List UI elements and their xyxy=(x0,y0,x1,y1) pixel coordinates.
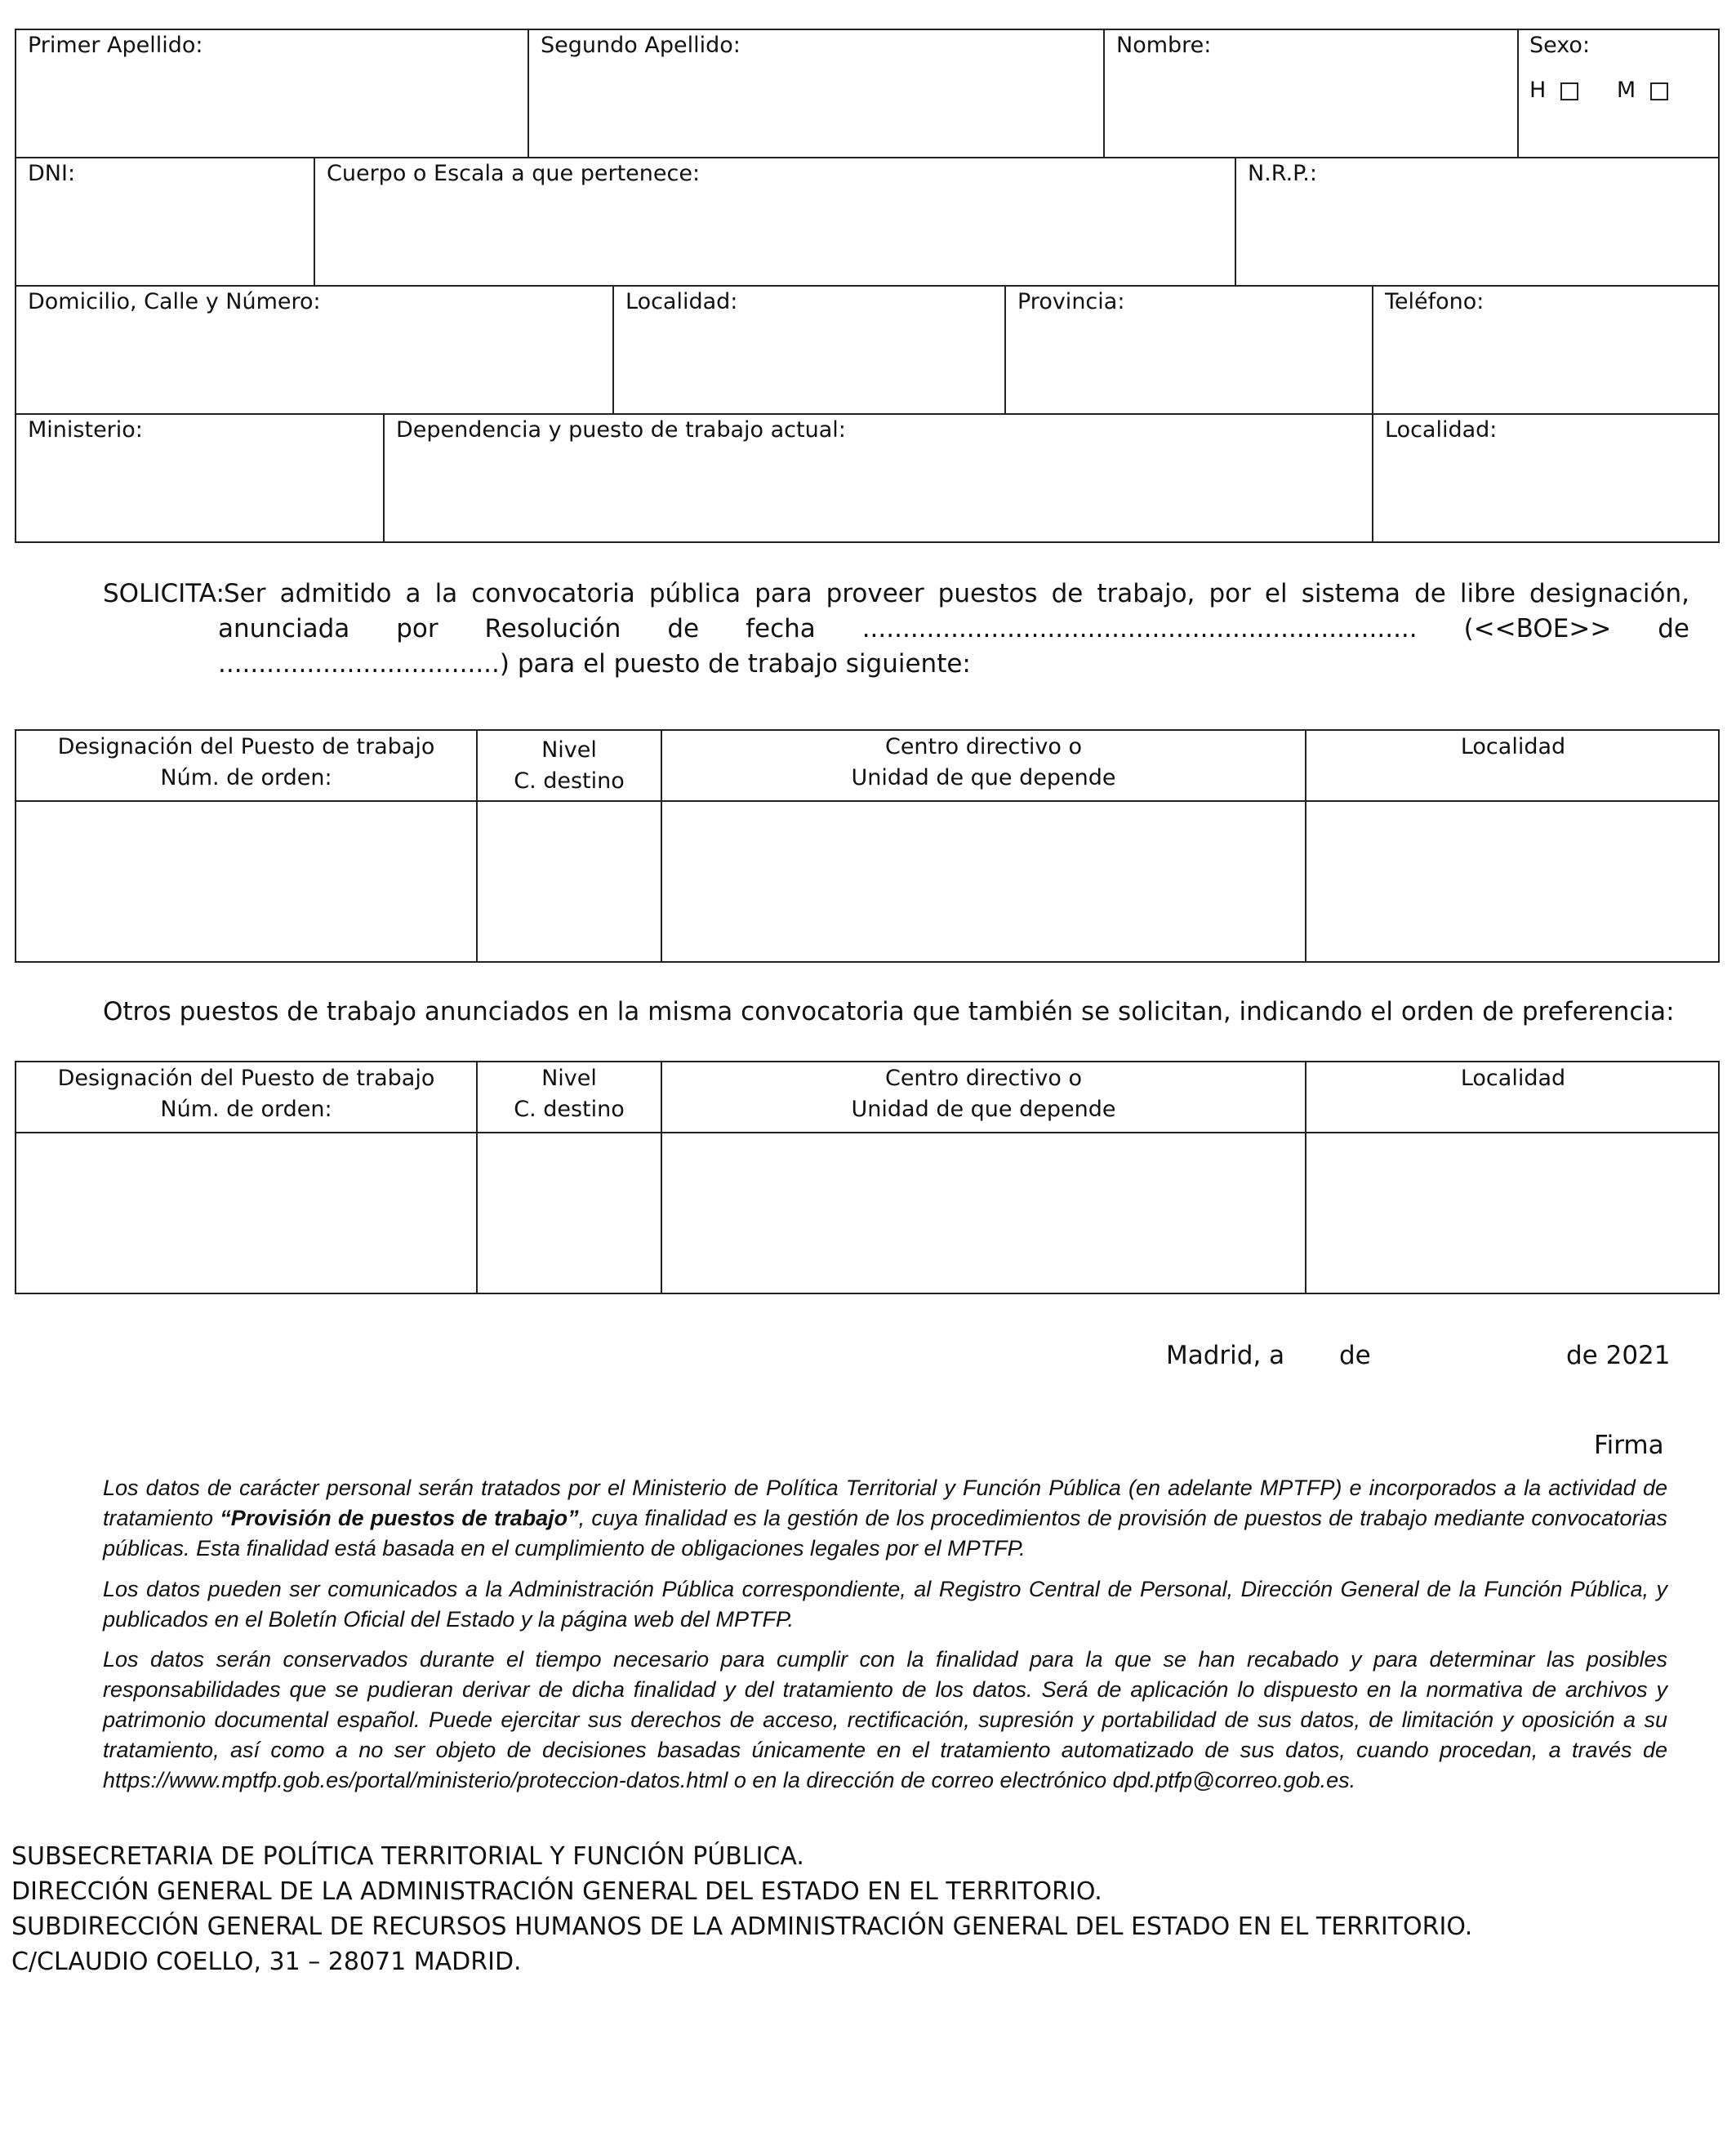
field-dni[interactable]: DNI: xyxy=(28,161,76,186)
col-header-centro: Centro directivo o Unidad de que depende xyxy=(851,734,1116,790)
field-nombre[interactable]: Nombre: xyxy=(1116,33,1212,58)
col-header-nivel: Nivel C. destino xyxy=(514,737,625,794)
table-cell-localidad[interactable] xyxy=(1306,802,1720,962)
col-header-localidad: Localidad xyxy=(1460,1066,1566,1091)
col-header-designacion: Designación del Puesto de trabajo Núm. de orden: xyxy=(57,1066,435,1122)
solicita-label: SOLICITA: xyxy=(103,579,225,608)
field-provincia[interactable]: Provincia: xyxy=(1017,289,1125,314)
fecha-de-mes: de xyxy=(1339,1341,1371,1370)
field-sexo: Sexo: xyxy=(1529,33,1591,58)
field-dependencia[interactable]: Dependencia y puesto de trabajo actual: xyxy=(396,417,846,443)
fecha-de-anio: de 2021 xyxy=(1566,1341,1671,1370)
sexo-options xyxy=(1529,78,1668,103)
sexo-m-label: M xyxy=(1616,78,1636,103)
legal-text: Los datos de carácter personal serán tratados por el Ministerio de Política Territorial y Función Pública (en adelante MPTFP) e incorporados a la actividad de tratamiento xyxy=(103,1476,1667,1530)
field-ministerio[interactable]: Ministerio: xyxy=(28,417,143,443)
firma-label: Firma xyxy=(1594,1431,1664,1460)
field-telefono[interactable]: Teléfono: xyxy=(1385,289,1485,314)
legal-paragraph-2: Los datos pueden ser comunicados a la Administración Pública correspondiente, al Registro Central de Personal, Dirección General de la Función Pública, y publicados en el Boletín Oficial del Estado y la página web del MPTFP. xyxy=(103,1577,1667,1632)
grid-col-divider xyxy=(1235,157,1236,285)
grid-col-divider xyxy=(1372,285,1373,413)
grid-col-divider xyxy=(1372,413,1373,543)
footer-line-direccion-general: DIRECCIÓN GENERAL DE LA ADMINISTRACIÓN GENERAL DEL ESTADO EN EL TERRITORIO. xyxy=(11,1877,1102,1906)
grid-col-divider xyxy=(1517,29,1519,157)
col-header-designacion: Designación del Puesto de trabajo Núm. de orden: xyxy=(57,734,435,790)
otros-puestos-text: Otros puestos de trabajo anunciados en la misma convocatoria que también se solicitan, indicando el orden de preferencia: xyxy=(103,997,1675,1026)
col-header-localidad: Localidad xyxy=(1460,734,1566,759)
table-cell-centro[interactable] xyxy=(662,1133,1305,1293)
footer-line-subsecretaria: SUBSECRETARIA DE POLÍTICA TERRITORIAL Y FUNCIÓN PÚBLICA. xyxy=(11,1842,804,1871)
sexo-m-checkbox[interactable] xyxy=(1650,82,1668,100)
footer-line-subdireccion: SUBDIRECCIÓN GENERAL DE RECURSOS HUMANOS DE LA ADMINISTRACIÓN GENERAL DEL ESTADO EN EL TERRITORIO. xyxy=(11,1912,1473,1941)
sexo-h-label: H xyxy=(1529,78,1547,103)
sexo-h-checkbox[interactable] xyxy=(1560,82,1578,100)
grid-col-divider xyxy=(314,157,315,285)
field-domicilio[interactable]: Domicilio, Calle y Número: xyxy=(28,289,321,314)
col-header-nivel: Nivel C. destino xyxy=(514,1066,625,1122)
grid-row-divider xyxy=(15,285,1720,287)
field-nrp[interactable]: N.R.P.: xyxy=(1248,161,1317,186)
field-primer-apellido[interactable]: Primer Apellido: xyxy=(28,33,203,58)
table-cell-centro[interactable] xyxy=(662,802,1305,962)
legal-paragraph-1 xyxy=(103,1473,1667,1564)
grid-col-divider xyxy=(383,413,385,543)
grid-col-divider xyxy=(1103,29,1105,157)
grid-row-divider xyxy=(15,157,1720,158)
field-localidad[interactable]: Localidad: xyxy=(625,289,738,314)
field-localidad-trabajo[interactable]: Localidad: xyxy=(1385,417,1498,443)
legal-paragraph-3: Los datos serán conservados durante el tiempo necesario para cumplir con la finalidad para la que se han recabado y para determinar las posibles responsabilidades que se pudieran derivar de dicha finalidad y del tratamiento de los datos. Será de aplicación lo dispuesto en la normativa de archivos y patrimonio documental español. Puede ejercitar sus derechos de acceso, rectificación, supresión y portabilidad de sus datos, de limitación y oposición a su tratamiento, así como a no ser objeto de decisiones basadas únicamente en el tratamiento automatizado de sus datos, cuando procedan, a través de https://www.mptfp.gob.es/portal/ministerio/proteccion-datos.html o en la dirección de correo electrónico dpd.ptfp@correo.gob.es. xyxy=(103,1647,1667,1792)
grid-col-divider xyxy=(612,285,614,413)
grid-row-divider xyxy=(15,413,1720,415)
table-cell-nivel[interactable] xyxy=(478,1133,661,1293)
fecha-madrid: Madrid, a xyxy=(1166,1341,1285,1370)
field-cuerpo-escala[interactable]: Cuerpo o Escala a que pertenece: xyxy=(327,161,701,186)
table-cell-localidad[interactable] xyxy=(1306,1133,1720,1293)
solicita-text: Ser admitido a la convocatoria pública para proveer puestos de trabajo, por el sistema de libre designación, anunciada por Resolución de fecha ..................................................................... (<<BOE>> de ...................................) para el puesto de trabajo siguiente: xyxy=(218,579,1689,679)
legal-activity-name: “Provisión de puestos de trabajo” xyxy=(220,1506,579,1530)
legal-text: , cuya finalidad es la gestión de los procedimientos de provisión de puestos de trabajo mediante convocatorias públicas. Esta finalidad está basada en el cumplimiento de obligaciones legales por el MPTFP. xyxy=(103,1506,1667,1560)
table-cell-nivel[interactable] xyxy=(478,802,661,962)
footer-line-address: C/CLAUDIO COELLO, 31 – 28071 MADRID. xyxy=(11,1948,522,1976)
table-cell-designacion[interactable] xyxy=(16,802,476,962)
col-header-centro: Centro directivo o Unidad de que depende xyxy=(851,1066,1116,1122)
field-segundo-apellido[interactable]: Segundo Apellido: xyxy=(541,33,741,58)
grid-col-divider xyxy=(527,29,529,157)
table-cell-designacion[interactable] xyxy=(16,1133,476,1293)
grid-col-divider xyxy=(1004,285,1006,413)
